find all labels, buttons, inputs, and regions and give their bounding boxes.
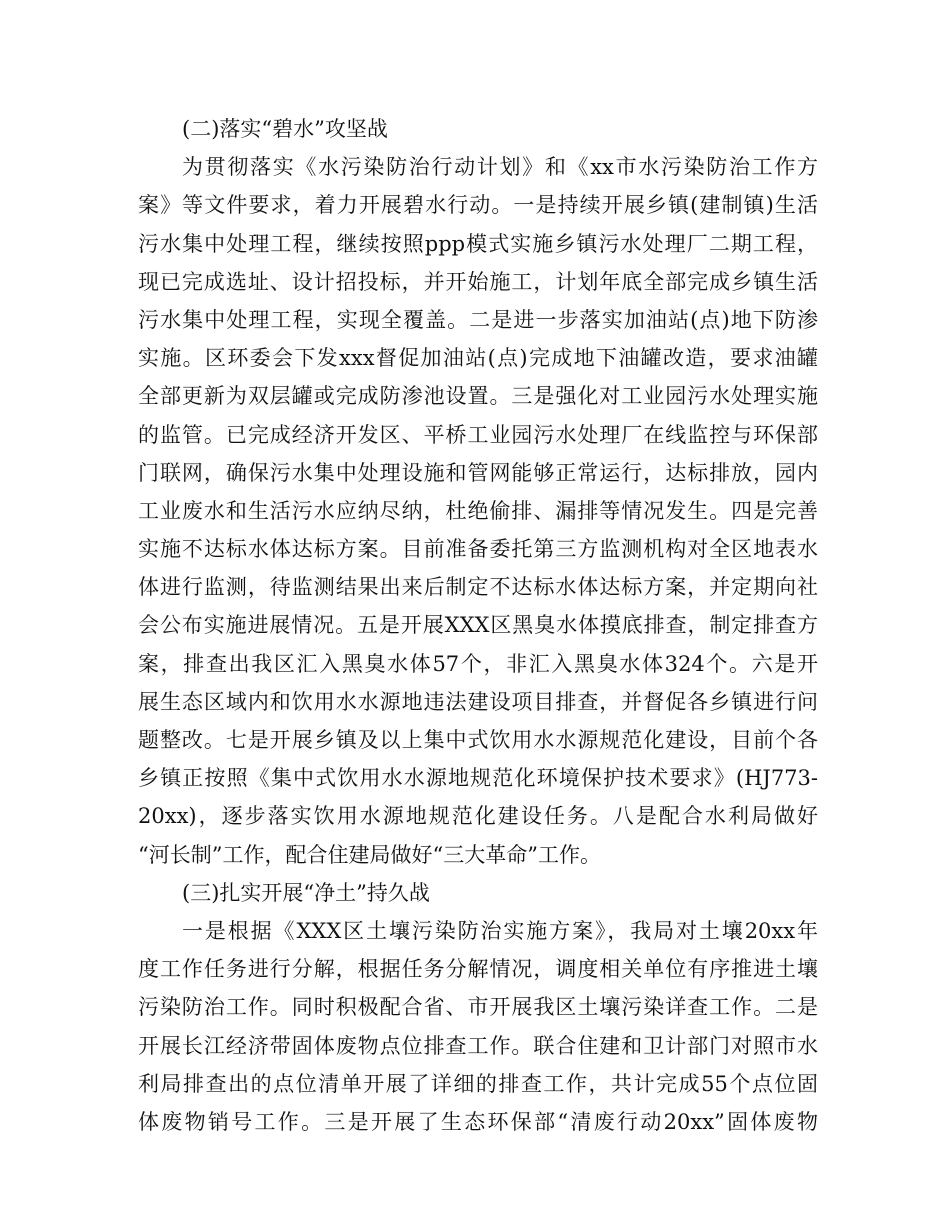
paragraph-line: 全部更新为双层罐或完成防渗池设置。三是强化对工业园污水处理实施 xyxy=(138,384,818,409)
paragraph-line: “河长制”工作，配合住建局做好“三大革命”工作。 xyxy=(138,842,601,867)
paragraph-line: 案，排查出我区汇入黑臭水体57个，非汇入黑臭水体324个。六是开 xyxy=(138,651,818,676)
paragraph-line: 度工作任务进行分解，根据任务分解情况，调度相关单位有序推进土壤 xyxy=(138,957,818,982)
paragraph-line: 乡镇正按照《集中式饮用水水源地规范化环境保护技术要求》(HJ773- xyxy=(138,766,818,791)
paragraph-line: 利局排查出的点位清单开展了详细的排查工作，共计完成55个点位固 xyxy=(138,1071,818,1096)
paragraph-line: 为贯彻落实《水污染防治行动计划》和《xx市水污染防治工作方 xyxy=(182,155,818,180)
paragraph-line: 一是根据《XXX区土壤污染防治实施方案》，我局对土壤20xx年 xyxy=(182,918,818,943)
section-heading-3: (三)扎实开展“净土”持久战 xyxy=(182,880,430,905)
paragraph-line: 的监管。已完成经济开发区、平桥工业园污水处理厂在线监控与环保部 xyxy=(138,422,818,447)
paragraph-line: 污水集中处理工程，实现全覆盖。二是进一步落实加油站(点)地下防渗 xyxy=(138,307,818,332)
paragraph-line: 现已完成选址、设计招投标，并开始施工，计划年底全部完成乡镇生活 xyxy=(138,269,818,294)
paragraph-line: 实施不达标水体达标方案。目前准备委托第三方监测机构对全区地表水 xyxy=(138,537,818,562)
paragraph-line: 会公布实施进展情况。五是开展XXX区黑臭水体摸底排查，制定排查方 xyxy=(138,613,818,638)
paragraph-line: 20xx)，逐步落实饮用水源地规范化建设任务。八是配合水利局做好 xyxy=(138,804,818,829)
paragraph-line: 体废物销号工作。三是开展了生态环保部“清废行动20xx”固体废物 xyxy=(138,1109,818,1134)
paragraph-line: 门联网，确保污水集中处理设施和管网能够正常运行，达标排放，园内 xyxy=(138,460,818,485)
paragraph-line: 污染防治工作。同时积极配合省、市开展我区土壤污染详查工作。二是 xyxy=(138,995,818,1020)
paragraph-line: 开展长江经济带固体废物点位排查工作。联合住建和卫计部门对照市水 xyxy=(138,1033,818,1058)
paragraph-line: 工业废水和生活污水应纳尽纳，杜绝偷排、漏排等情况发生。四是完善 xyxy=(138,498,818,523)
document-body xyxy=(138,110,818,1141)
paragraph-line: 展生态区域内和饮用水水源地违法建设项目排查，并督促各乡镇进行问 xyxy=(138,689,818,714)
paragraph-line: 实施。区环委会下发xxx督促加油站(点)完成地下油罐改造，要求油罐 xyxy=(138,346,818,371)
paragraph-line: 体进行监测，待监测结果出来后制定不达标水体达标方案，并定期向社 xyxy=(138,575,818,600)
paragraph-line: 题整改。七是开展乡镇及以上集中式饮用水水源规范化建设，目前个各 xyxy=(138,728,818,752)
paragraph-line: 案》等文件要求，着力开展碧水行动。一是持续开展乡镇(建制镇)生活 xyxy=(138,193,818,218)
paragraph-line: 污水集中处理工程，继续按照ppp模式实施乡镇污水处理厂二期工程， xyxy=(138,231,818,256)
section-heading-2: (二)落实“碧水”攻坚战 xyxy=(182,117,388,141)
